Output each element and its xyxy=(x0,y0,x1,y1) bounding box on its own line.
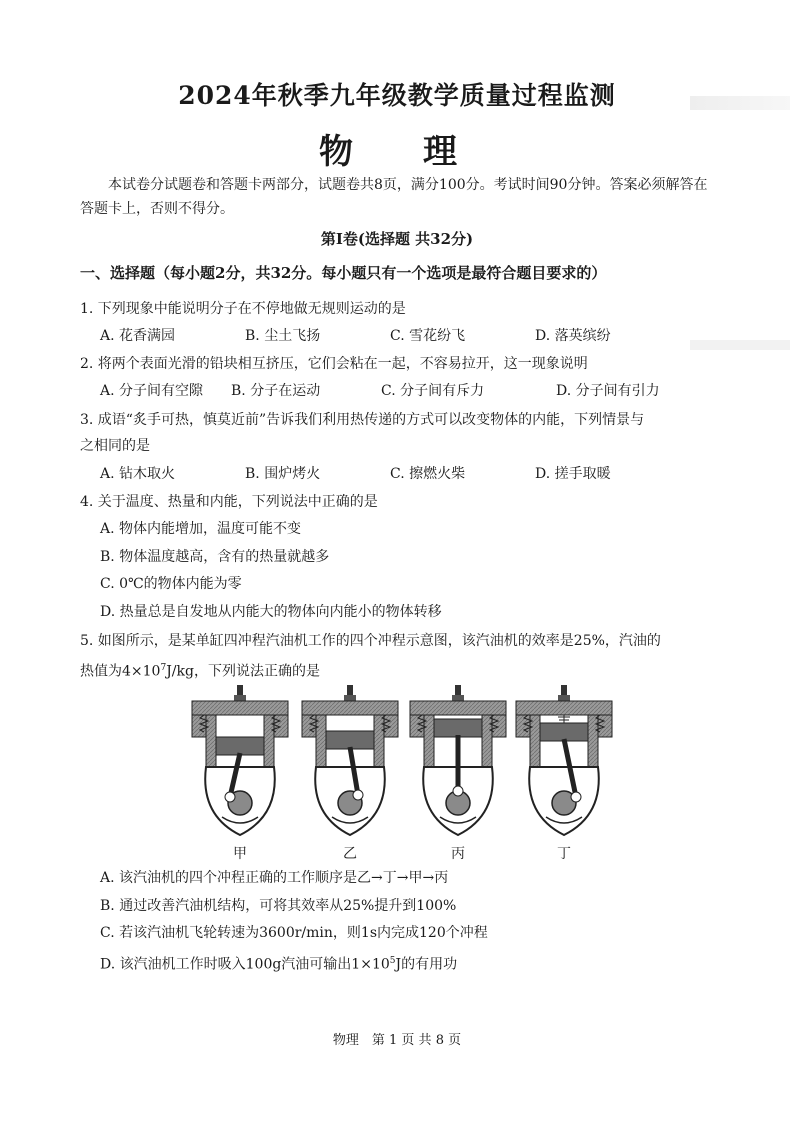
page-footer: 物理 第 1 页 共 8 页 xyxy=(332,1033,462,1048)
stroke-label-bing: 丙 xyxy=(451,846,465,862)
exponent: 5 xyxy=(389,956,396,966)
section-title: 一、选择题（每小题2分，共32分。每小题只有一个选项是最符合题目要求的） xyxy=(80,264,607,282)
option-text: J的有用功 xyxy=(395,956,458,973)
option-d xyxy=(100,949,457,977)
option-d: D. 搓手取暖 xyxy=(535,466,611,482)
stroke-label-yi: 乙 xyxy=(343,846,357,862)
stem-text: J/kg，下列说法正确的是 xyxy=(166,663,320,680)
exam-instructions: 本试卷分试题卷和答题卡两部分，试题卷共8页，满分100分。考试时间90分钟。答案必须解答在答题卡上，否则不得分。 xyxy=(80,177,708,217)
option-a: A. 物体内能增加，温度可能不变 xyxy=(100,521,302,537)
option-b: B. 物体温度越高，含有的热量就越多 xyxy=(100,549,330,565)
option-a: A. 花香满园 xyxy=(100,328,176,344)
option-d: D. 分子间有引力 xyxy=(556,383,660,399)
question-5-stem-line1: 5. 如图所示，是某单缸四冲程汽油机工作的四个冲程示意图，该汽油机的效率是25%，汽油的 xyxy=(80,633,661,649)
option-a: A. 该汽油机的四个冲程正确的工作顺序是乙→丁→甲→丙 xyxy=(100,870,449,886)
stroke-label-ding: 丁 xyxy=(557,846,571,862)
stem-text: 热值为4×10 xyxy=(80,663,161,680)
part-title: 第Ⅰ卷(选择题 共32分) xyxy=(320,230,474,248)
option-a: A. 钻木取火 xyxy=(100,466,176,482)
stroke-label-jia: 甲 xyxy=(233,846,247,862)
option-a: A. 分子间有空隙 xyxy=(100,383,204,399)
option-c: C. 擦燃火柴 xyxy=(390,466,466,482)
option-b: B. 分子在运动 xyxy=(231,383,321,399)
option-b: B. 尘土飞扬 xyxy=(245,328,321,344)
option-c: C. 雪花纷飞 xyxy=(390,328,466,344)
question-3-stem-line2: 之相同的是 xyxy=(80,438,150,454)
option-text: D. 该汽油机工作时吸入100g汽油可输出1×10 xyxy=(100,956,390,973)
option-d: D. 热量总是自发地从内能大的物体向内能小的物体转移 xyxy=(100,604,442,620)
question-2-stem: 2. 将两个表面光滑的铅块相互挤压，它们会粘在一起，不容易拉开，这一现象说明 xyxy=(80,356,588,372)
option-c: C. 若该汽油机飞轮转速为3600r/min，则1s内完成120个冲程 xyxy=(100,925,488,941)
question-3-stem-line1: 3. 成语“炙手可热，慎莫近前”告诉我们利用热传递的方式可以改变物体的内能，下列情景与 xyxy=(80,412,645,428)
option-d: D. 落英缤纷 xyxy=(535,328,611,344)
question-4-stem: 4. 关于温度、热量和内能，下列说法中正确的是 xyxy=(80,494,378,510)
option-c: C. 0℃的物体内能为零 xyxy=(100,576,242,592)
option-b: B. 围炉烤火 xyxy=(245,466,321,482)
subject-title: 物 理 xyxy=(319,132,475,172)
question-1-stem: 1. 下列现象中能说明分子在不停地做无规则运动的是 xyxy=(80,301,406,317)
exponent: 7 xyxy=(160,663,167,673)
option-b: B. 通过改善汽油机结构，可将其效率从25%提升到100% xyxy=(100,898,457,914)
option-c: C. 分子间有斥力 xyxy=(381,383,485,399)
exam-title: 2024年秋季九年级教学质量过程监测 xyxy=(178,81,616,110)
